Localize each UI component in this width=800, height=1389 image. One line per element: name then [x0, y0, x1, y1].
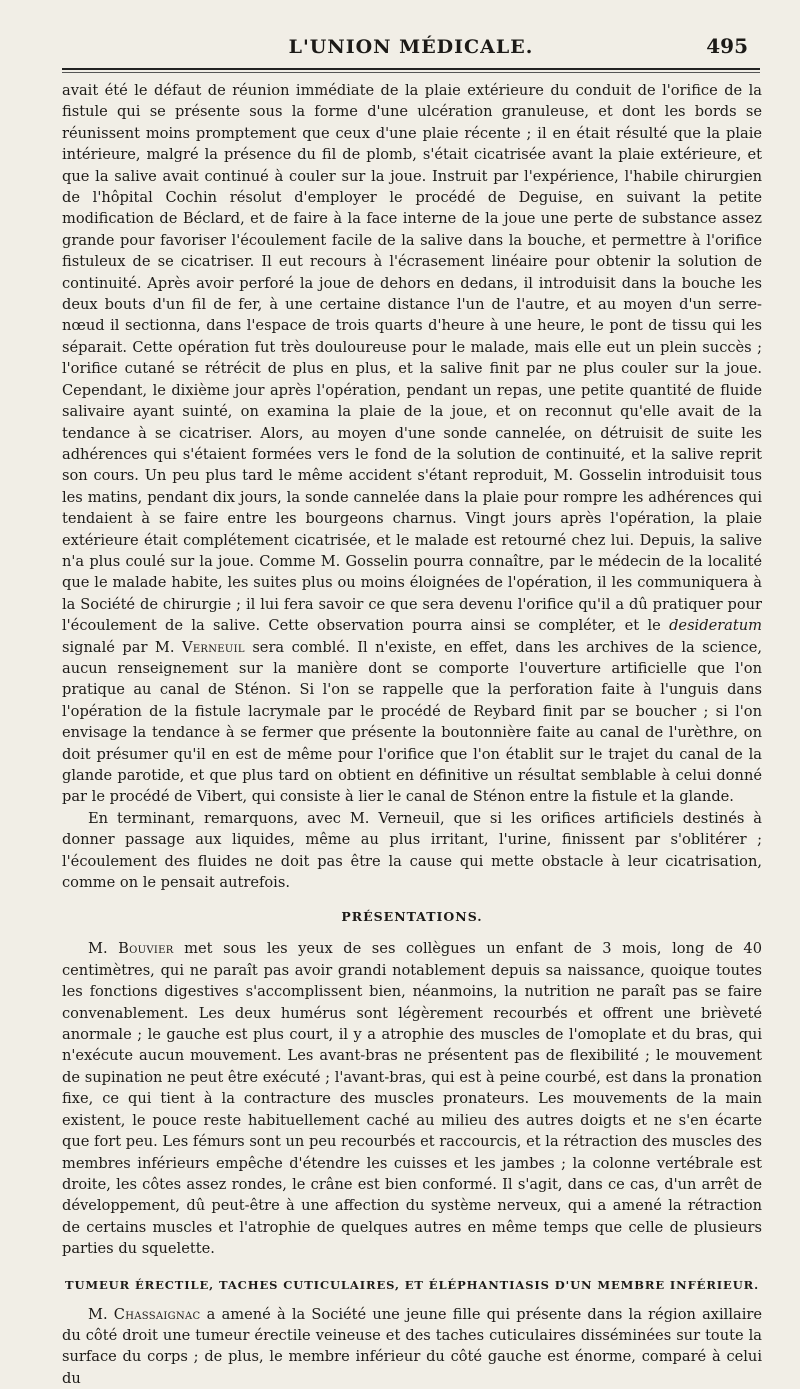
presentations-lead: M. [88, 940, 119, 958]
running-header [62, 30, 760, 64]
author-name-verneuil: Verneuil [181, 638, 245, 656]
continuation-text: avait été le défaut de réunion immédiate de la plaie extérieure du conduit de l'orifice de la fistule qui se présente sous la forme d'une ulcération granuleuse, et dont les bords se réunissent moins promptement que ceux d'une plaie récente ; il en était résulté que la plaie intérieure, malgré la présence du fil de plomb, s'était cicatrisée avant la plaie extérieure, et que la salive avait continué à couler sur la joue. Instruit par l'expérience, l'habile chirurgien de l'hôpital Cochin résolut d'employer le procédé de Deguise, en suivant la petite modification de Béclard, et de faire à la face interne de la joue une perte de substance assez grande pour favoriser l'écoulement facile de la salive dans la bouche, et permettre à l'orifice fistuleux de se cicatriser. Il eut recours à l'écrasement linéaire pour obtenir la solution de continuité. Après avoir perforé la joue de dehors en dedans, il introduisit dans la bouche les deux bouts d'un fil de fer, à une certaine distance l'un de l'autre, et au moyen d'un serre-nœud il sectionna, dans l'espace de trois quarts d'heure à une heure, le pont de tissu qui les séparait. Cette opération fut très douloureuse pour le malade, mais elle eut un plein succès ; l'orifice cutané se rétrécit de plus en plus, et la salive finit par ne plus couler sur la joue. Cependant, le dixième jour après l'opération, pendant un repas, une petite quantité de fluide salivaire ayant suinté, on examina la plaie de la joue, et on reconnut qu'elle avait de la tendance à se cicatriser. Alors, au moyen d'une sonde cannelée, on détruisit de suite les adhérences qui s'étaient formées vers le fond de la solution de continuité, et la salive reprit son cours. Un peu plus tard le même accident s'étant reproduit, M. Gosselin introduisit tous les matins, pendant dix jours, la sonde cannelée dans la plaie pour rompre les adhérences qui tendaient à se faire entre les bourgeons charnus. Vingt jours après l'opération, la plaie extérieure était complétement cicatrisée, et le malade est retourné chez lui. Depuis, la salive n'a plus coulé sur la joue. Comme M. Gosselin pourra connaître, par le médecin de la localité que le malade habite, les suites plus ou moins éloignées de l'opération, il les communiquera à la Société de chirurgie ; il lui fera savoir ce que sera devenu l'orifice qu'il a dû pratiquer pour l'écoulement de la salive. Cette observation pourra ainsi se compléter, et le [62, 82, 762, 635]
desideratum-term: desideratum [669, 617, 762, 635]
presentations-paragraph [62, 938, 762, 1259]
journal-title: L'UNION MÉDICALE. [288, 36, 534, 58]
header-rule-thin [62, 72, 760, 73]
section-heading-presentations: PRÉSENTATIONS. [341, 909, 483, 925]
continuation-paragraph [62, 80, 762, 808]
conclusion-paragraph: En terminant, remarquons, avec M. Verneuil, que si les orifices artificiels destinés à donner passage aux liquides, même au plus irritant, l'urine, finissent par s'oblitérer ; l'écoulement des fluides ne doit pas être la cause qui mette obstacle à leur cicatrisation, comme on le pensait autrefois. [62, 809, 762, 892]
author-name-bouvier: Bouvier [118, 940, 174, 958]
page-number: 495 [706, 34, 748, 58]
article-body [62, 80, 762, 1389]
section-heading-tumeur: TUMEUR ÉRECTILE, TACHES CUTICULAIRES, ET ÉLÉPHANTIASIS D'UN MEMBRE INFÉRIEUR. [64, 1277, 760, 1292]
tumeur-text: a amené à la Société une jeune fille qui présente dans la région axillaire du côté droit une tumeur érectile veineuse et des taches cuticulaires disséminées sur toute la surface du corps ; de plus, le membre inférieur du côté gauche est énorme, comparé à celui du [62, 1305, 762, 1387]
author-name-chassaignac: Chassaignac [113, 1305, 201, 1323]
tumeur-lead: M. [88, 1305, 114, 1323]
tumeur-paragraph [62, 1304, 762, 1389]
continuation-mid: signalé par M. [62, 638, 182, 656]
presentations-text: met sous les yeux de ses collègues un enfant de 3 mois, long de 40 centimètres, qui ne paraît pas avoir grandi notablement depuis sa naissance, quoique toutes les fonctions digestives s'accomplissent bien, néanmoins, la nutrition ne paraît pas se faire convenablement. Les deux humérus sont légèrement recourbés et offrent une brièveté anormale ; le gauche est plus court, il y a atrophie des muscles de l'omoplate et du bras, qui n'exécute aucun mouvement. Les avant-bras ne présentent pas de flexibilité ; le mouvement de supination ne peut être exécuté ; l'avant-bras, qui est à peine courbé, est dans la pronation fixe, ce qui tient à la contracture des muscles pronateurs. Les mouvements de la main existent, le pouce reste habituellement caché au milieu des autres doigts et ne s'en écarte que fort peu. Les fémurs sont un peu recourbés et raccourcis, et la rétraction des muscles des membres inférieurs empêche d'étendre les cuisses et les jambes ; la colonne vertébrale est droite, les côtes assez rondes, le crâne est bien conformé. Il s'agit, dans ce cas, d'un arrêt de développement, dû peut-être à une affection du système nerveux, qui a amené la rétraction de certains muscles et l'atrophie de quelques autres en même temps que celle de plusieurs parties du squelette. [62, 940, 762, 1258]
header-rule [62, 68, 760, 70]
continuation-rest: sera comblé. Il n'existe, en effet, dans les archives de la science, aucun renseignement sur la manière dont se comporte l'ouverture artificielle que l'on pratique au canal de Sténon. Si l'on se rappelle que la perforation faite à l'unguis dans l'opération de la fistule lacrymale par le procédé de Reybard finit par se boucher ; si l'on envisage la tendance à se fermer que présente la boutonnière faite au canal de l'urèthre, on doit présumer qu'il en est de même pour l'orifice que l'on établit sur le trajet du canal de la glande parotide, et que plus tard on obtient en définitive un résultat semblable à celui donné par le procédé de Vibert, qui consiste à lier le canal de Sténon entre la fistule et la glande. [62, 638, 762, 806]
